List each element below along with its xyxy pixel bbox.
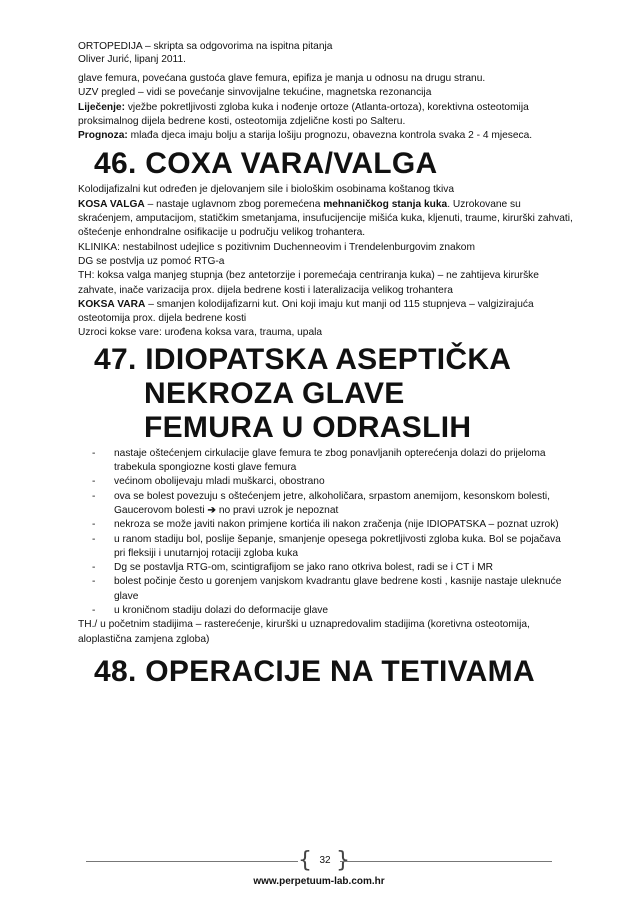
intro-paragraph: glave femura, povećana gustoća glave femura, epifiza je manja u odnosu na drugu stranu. — [78, 73, 486, 84]
koksa-vara-paragraph — [78, 298, 574, 327]
footer-brace-left-icon: { — [298, 848, 312, 873]
section-47-heading-line2: NEKROZA GLAVE — [144, 376, 405, 410]
list-item: - većinom obolijevaju mladi muškarci, obostrano — [78, 475, 574, 489]
header-title: ORTOPEDIJA – skripta sa odgovorima na ispitna pitanja — [78, 41, 333, 52]
treatment-paragraph — [78, 101, 574, 130]
list-item: - u kroničnom stadiju dolazi do deformacije glave — [78, 604, 574, 618]
document-header — [78, 40, 574, 66]
list-item: - nekroza se može javiti nakon primjene kortića ili nakon zračenja (nije IDIOPATSKA – poznat uzrok) — [78, 518, 574, 532]
section-47-therapy: TH./ u početnim stadijima – rasterećenje, kirurški u uznapredovalim stadijima (koretivna osteotomija, aloplastična zamjena zgloba) — [78, 619, 530, 645]
section-46-intro: Kolodijafizalni kut određen je djelovanjem sile i biološkim osobinama koštanog tkiva — [78, 184, 455, 196]
list-item: - nastaje oštećenjem cirkulacije glave femura te zbog ponavljanih opterećenja dolazi do prijeloma trabekula spongiozne kosti glave femura — [78, 447, 574, 476]
treatment-text: vježbe pokretljivosti zgloba kuka i nođenje ortoze (Atlanta-ortoza), korektivna osteotomija proksimalnog dijela bedrene kosti, osteotomija zdjelične kosti po Salteru. — [78, 101, 529, 127]
section-47-heading-line1: 47. IDIOPATSKA ASEPTIČKA — [94, 342, 512, 376]
footer-brace-right-icon: } — [336, 848, 350, 873]
list-item-tail: no pravi uzrok je nepoznat — [216, 504, 339, 516]
uzv-paragraph: UZV pregled – vidi se povećanje sinvovijalne tekućine, magnetska rezonancija — [78, 87, 432, 99]
section-47-heading-line3: FEMURA U ODRASLIH — [144, 410, 472, 444]
section-48-heading: 48. OPERACIJE NA TETIVAMA — [94, 654, 535, 688]
klinika-paragraph: KLINIKA: nestabilnost udejlice s pozitivnim Duchenneovim i Trendelenburgovim znakom — [78, 241, 475, 253]
list-item — [78, 490, 574, 519]
page-number: 32 — [319, 855, 331, 866]
kosa-valga-text-2: . Uzrokovane su skraćenjem, amputacijom, statičkim smetanjama, insufucijencije mišića kuka, kljenuti, traume, kirurški zahvati, oštećenje enhondralne osifikacije u području velikog trohantera. — [78, 198, 573, 239]
arrow-right-icon: ➔ — [207, 504, 216, 516]
prognosis-text: mlađa djeca imaju bolju a starija lošiju prognozu, obavezna kontrola svaka 2 - 4 mjeseca. — [127, 130, 533, 142]
list-item: - u ranom stadiju bol, poslije šepanje, smanjenje opesega pokretljivosti zgloba kuka. Bol se pojačava pri fleksiji i unutarnjoj rotaciji zgloba kuka — [78, 533, 574, 562]
section-46-heading: 46. COXA VARA/VALGA — [94, 147, 438, 181]
dg-paragraph: DG se postvlja uz pomoć RTG-a — [78, 255, 225, 267]
treatment-label: Liječenje: — [78, 101, 125, 113]
footer-rule-left — [86, 861, 298, 862]
list-item-text: ova se bolest povezuju s oštećenjem jetre, alkoholičara, srpastom anemijom, kesonskom bolesti, Gaucerovom bolesti — [114, 490, 551, 516]
koksa-vara-label: KOKSA VARA — [78, 298, 146, 310]
kosa-valga-bold: mehnaničkog stanja kuka — [323, 198, 448, 210]
prognosis-paragraph — [78, 129, 574, 143]
uzroci-paragraph: Uzroci kokse vare: urođena koksa vara, trauma, upala — [78, 327, 323, 339]
header-author-date: Oliver Jurić, lipanj 2011. — [78, 54, 186, 65]
koksa-vara-text: – smanjen kolodijafizarni kut. Oni koji imaju kut manji od 115 stupnjeva – valgizirajuća osteotomija prox. dijela bedrene kosti — [78, 298, 534, 325]
footer-url: www.perpetuum-lab.com.hr — [253, 876, 385, 887]
list-item: - Dg se postavlja RTG-om, scintigrafijom se jako rano otkriva bolest, radi se i CT i MR — [78, 561, 574, 575]
kosa-valga-paragraph — [78, 198, 574, 241]
prognosis-label: Prognoza: — [78, 130, 128, 142]
list-item: - bolest počinje često u gorenjem vanjskom kvadrantu glave bedrene kosti , kasnije nastaje uleknuće glave — [78, 575, 574, 604]
kosa-valga-label: KOSA VALGA — [78, 198, 145, 210]
kosa-valga-text: – nastaje uglavnom zbog poremećena — [144, 198, 324, 210]
section-47-heading — [78, 343, 574, 445]
page-content — [78, 40, 574, 689]
th-paragraph: TH: koksa valga manjeg stupnja (bez antetorzije i poremećaja centriranja kuka) – ne zahtijeva kirurške zahvate, inače varizacija prox. dijela bedrene kosti i lateralizacija velikog trohantera — [78, 270, 539, 296]
footer-rule-right — [340, 861, 552, 862]
section-47-list — [78, 447, 574, 619]
